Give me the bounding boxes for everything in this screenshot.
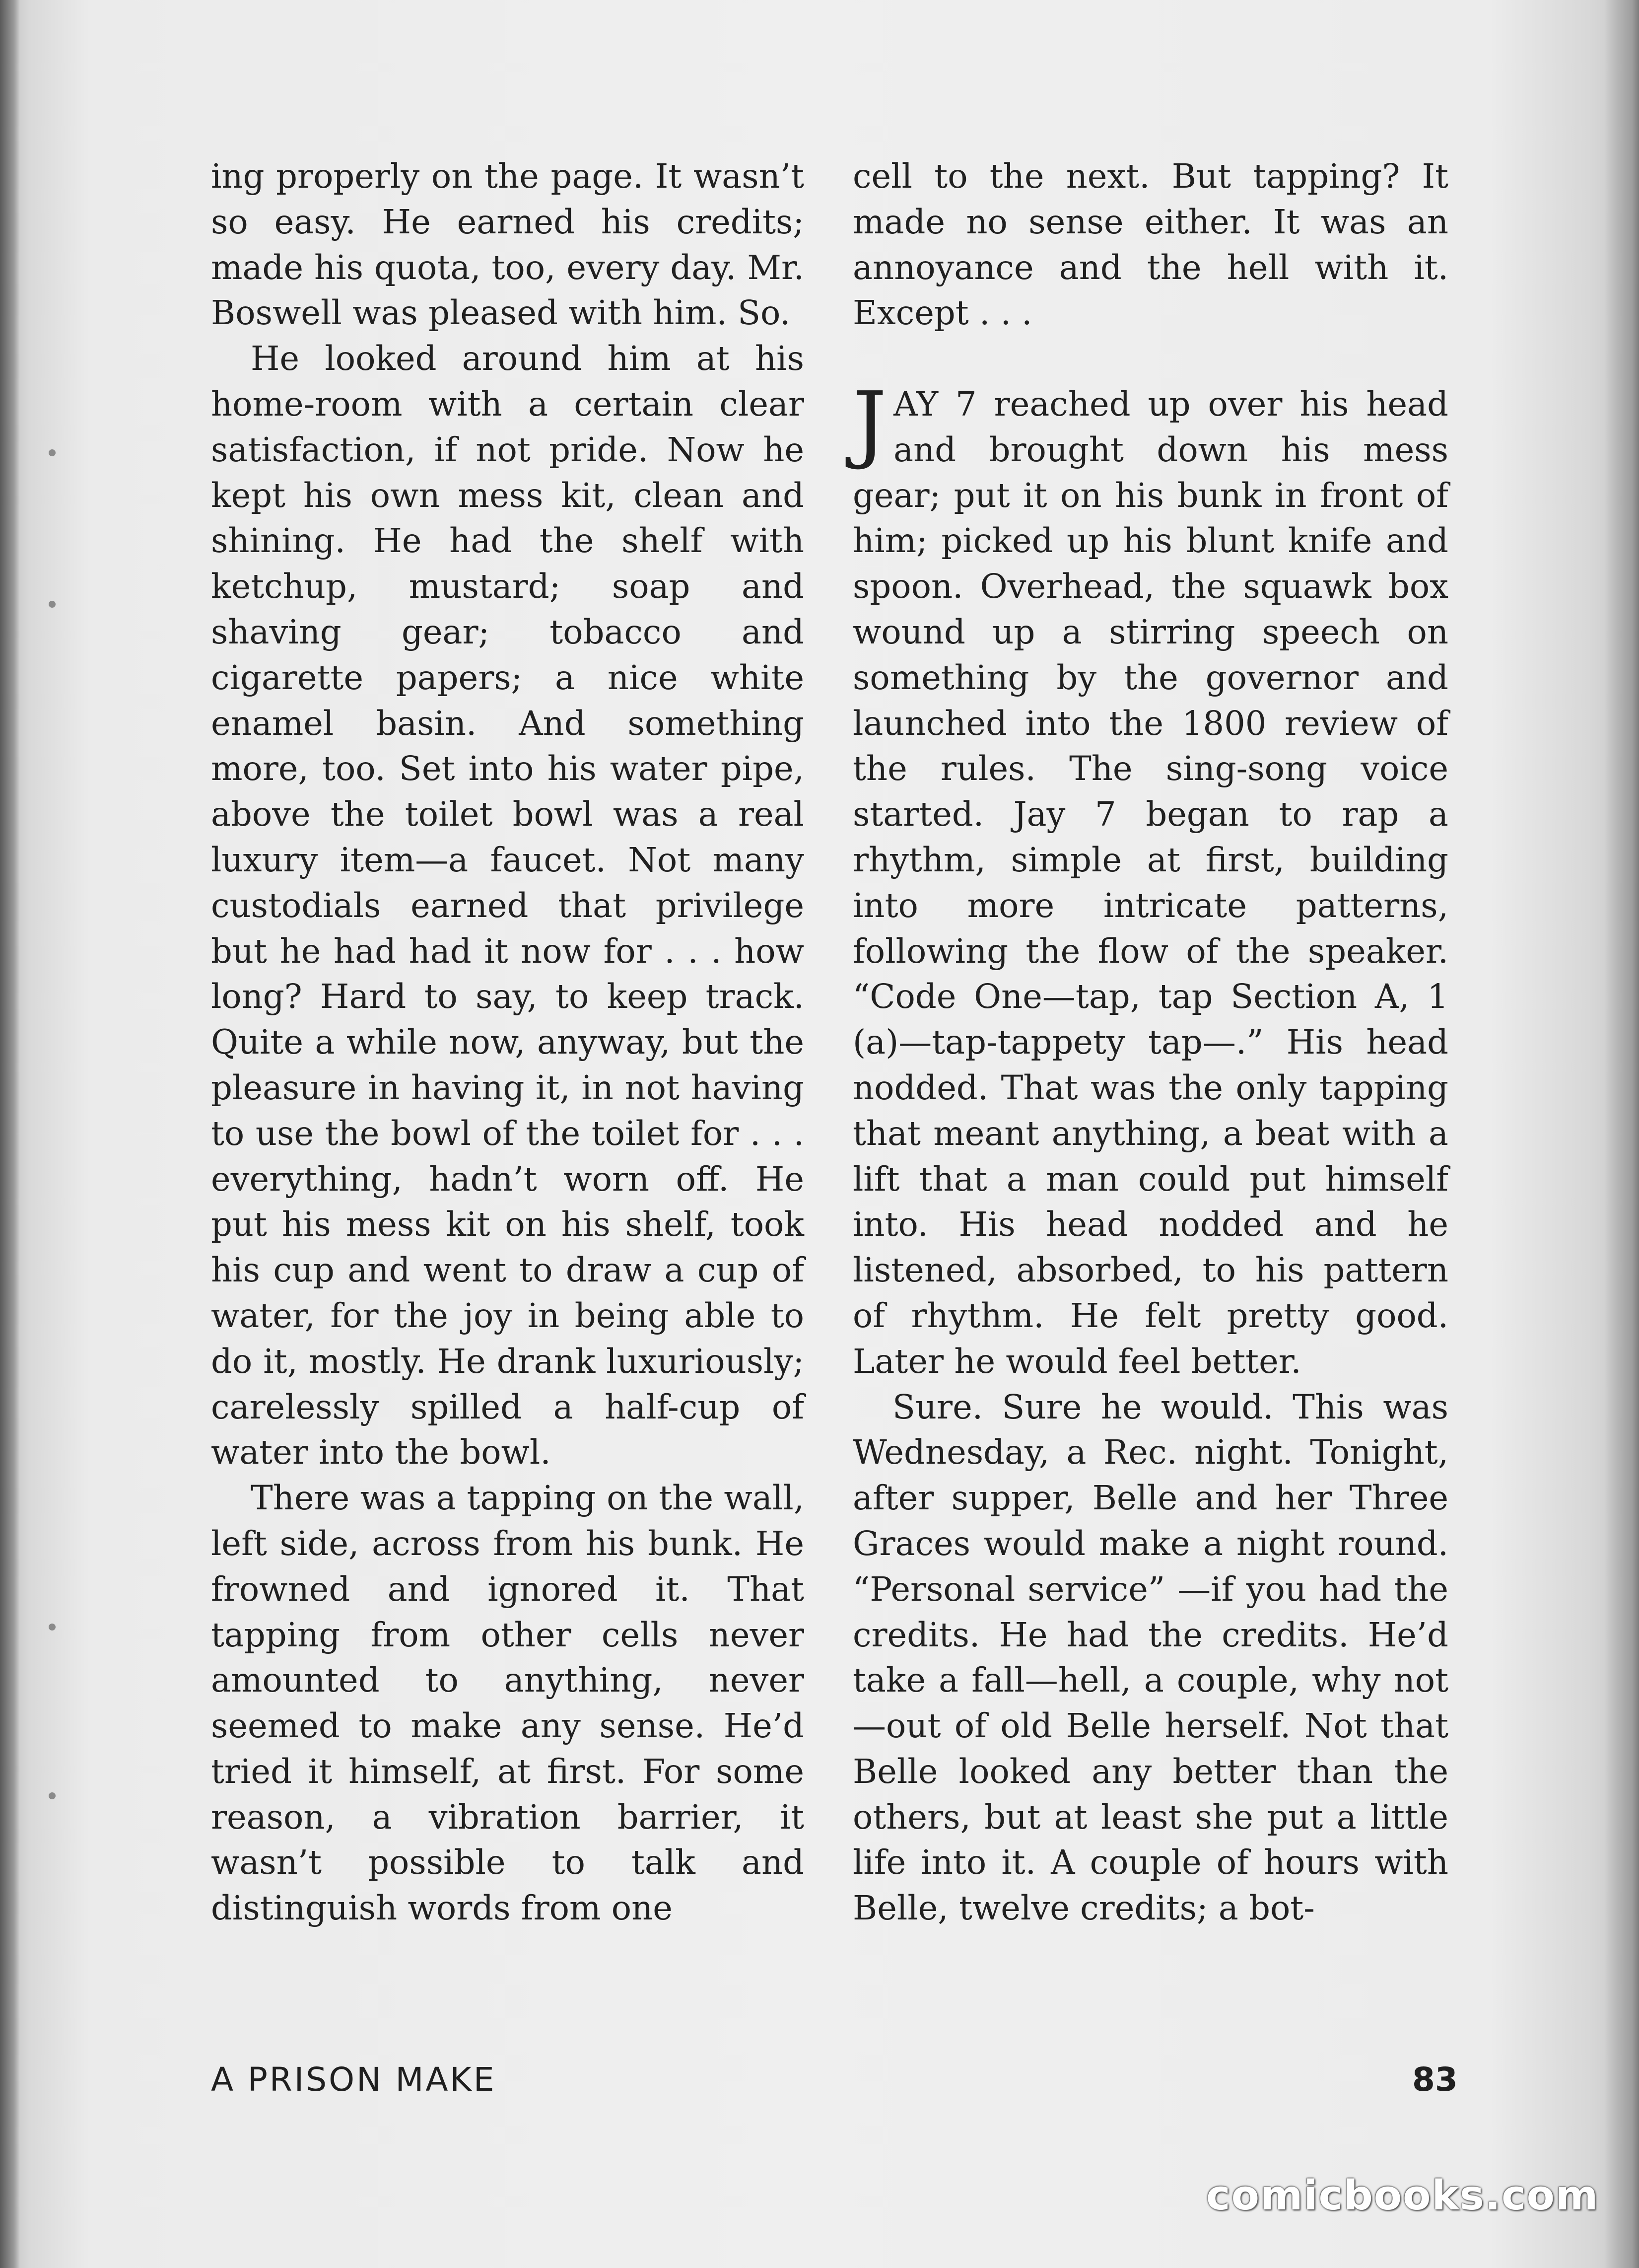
paragraph: He looked around him at his home-room with a certain clear satisfaction, if not pride. Now he kept his own mess kit, clean and shining. He had the shelf with ketchup, mustard; soap and shaving gear; tobacco and cigarette papers; a nice white enamel basin. And something more, too. Set into his water pipe, above the toilet bowl was a real luxury item—a faucet. Not many custodials earned that privilege but he had had it now for . . . how long? Hard to say, to keep track. Quite a while now, anyway, but the pleasure in having it, in not having to use the bowl of the toilet for . . . everything, hadn’t worn off. He put his mess kit on his shelf, took his cup and went to draw a cup of water, for the joy in being able to do it, mostly. He drank luxuriously; carelessly spilled a half-cup of water into the bowl. (211, 339, 804, 1472)
left-text-column (211, 154, 804, 1931)
paragraph: cell to the next. But tapping? It made no sense either. It was an annoyance and the hell with it. Except . . . (853, 157, 1448, 333)
margin-speck (49, 1792, 56, 1799)
paragraph: Sure. Sure he would. This was Wednesday, a Rec. night. Tonight, after supper, Belle and her Three Graces would make a night round. “Personal service” —if you had the credits. He had the credits. He’d take a fall—hell, a couple, why not—out of old Belle herself. Not that Belle looked any better than the others, but at least she put a little life into it. A couple of hours with Belle, twelve credits; a bot- (853, 1387, 1448, 1928)
binding-shadow (0, 0, 20, 2268)
page-edge-shadow (1604, 0, 1639, 2268)
drop-cap: J (853, 373, 887, 472)
right-text-column (853, 154, 1448, 1931)
margin-speck (49, 601, 56, 608)
margin-speck (49, 1624, 56, 1630)
paragraph: There was a tapping on the wall, left side, across from his bunk. He frowned and ignored it. That tapping from other cells never amounted to anything, never seemed to make any sense. He’d tried it himself, at first. For some reason, a vibration barrier, it wasn’t possible to talk and distinguish words from one (211, 1479, 804, 1928)
running-footer-title: A PRISON MAKE (211, 2060, 496, 2099)
paragraph: ing properly on the page. It wasn’t so easy. He earned his credits; made his quota, too, every day. Mr. Boswell was pleased with him. So. (211, 157, 804, 333)
watermark: comicbooks.com (1206, 2172, 1599, 2219)
section-opening-text: AY 7 reached up over his head and brought down his mess gear; put it on his bunk in front of him; picked up his blunt knife and spoon. Overhead, the squawk box wound up a stirring speech on something by the governor and launched into the 1800 review of the rules. The sing-song voice started. Jay 7 began to rap a rhythm, simple at first, building into more intricate patterns, following the flow of the speaker. “Code One—tap, tap Section A, 1 (a)—tap-tappety tap—.” His head nodded. That was the only tapping that meant anything, a beat with a lift that a man could put himself into. His head nodded and he listened, absorbed, to his pattern of rhythm. He felt pretty good. Later he would feel better. (853, 384, 1448, 1381)
section-opening-paragraph (853, 373, 1448, 1385)
page-number: 83 (1412, 2060, 1458, 2099)
margin-speck (49, 449, 56, 456)
